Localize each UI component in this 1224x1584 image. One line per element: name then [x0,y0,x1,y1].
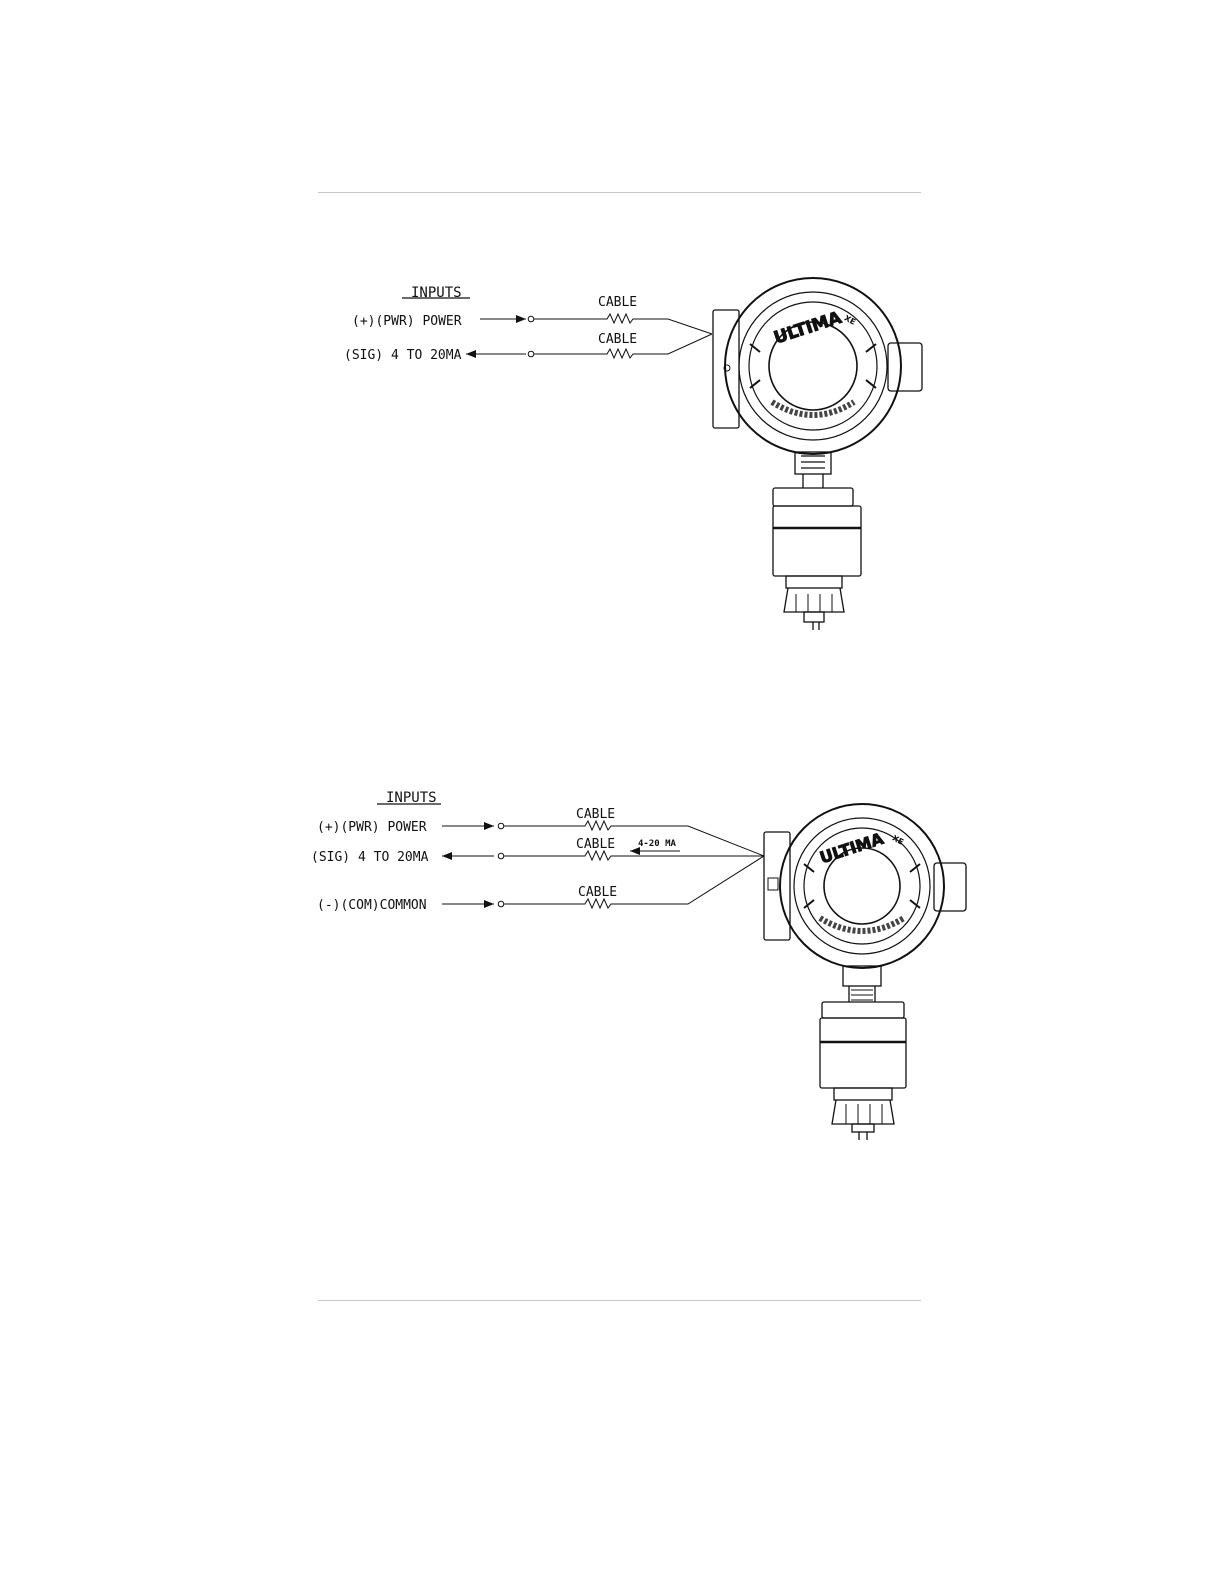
power-cable-resistor [534,314,712,334]
signal-cable-label: CABLE [598,332,638,347]
signal-label: (SIG) 4 TO 20MA [344,348,462,363]
two-wire-diagram [0,0,1224,700]
three-wire-diagram [0,700,1224,1200]
bottom-rule [318,1300,921,1301]
power-cable-label: CABLE [598,295,638,310]
device-logo: ULTIMA [771,307,845,349]
power-terminal [528,316,534,322]
common-terminal [498,901,504,907]
signal-cable-resistor [504,851,764,860]
power-terminal [498,823,504,829]
power-cable-label: CABLE [576,807,616,822]
common-cable-resistor [504,856,764,908]
power-label: (+)(PWR) POWER [352,314,462,329]
common-label: (-)(COM)COMMON [317,898,427,913]
power-label: (+)(PWR) POWER [317,820,427,835]
inputs-heading: INPUTS [411,285,462,301]
device-logo-suffix: XE [890,833,906,847]
ultima-xe-device [764,804,966,1140]
signal-label: (SIG) 4 TO 20MA [311,850,429,865]
device-logo: ULTIMA [817,828,886,868]
signal-terminal [498,853,504,859]
inputs-heading: INPUTS [386,790,437,806]
signal-cable-label: CABLE [576,837,616,852]
device-logo-suffix: XE [842,313,858,327]
signal-terminal [528,351,534,357]
current-annotation: 4-20 MA [638,839,676,849]
common-cable-label: CABLE [578,885,618,900]
